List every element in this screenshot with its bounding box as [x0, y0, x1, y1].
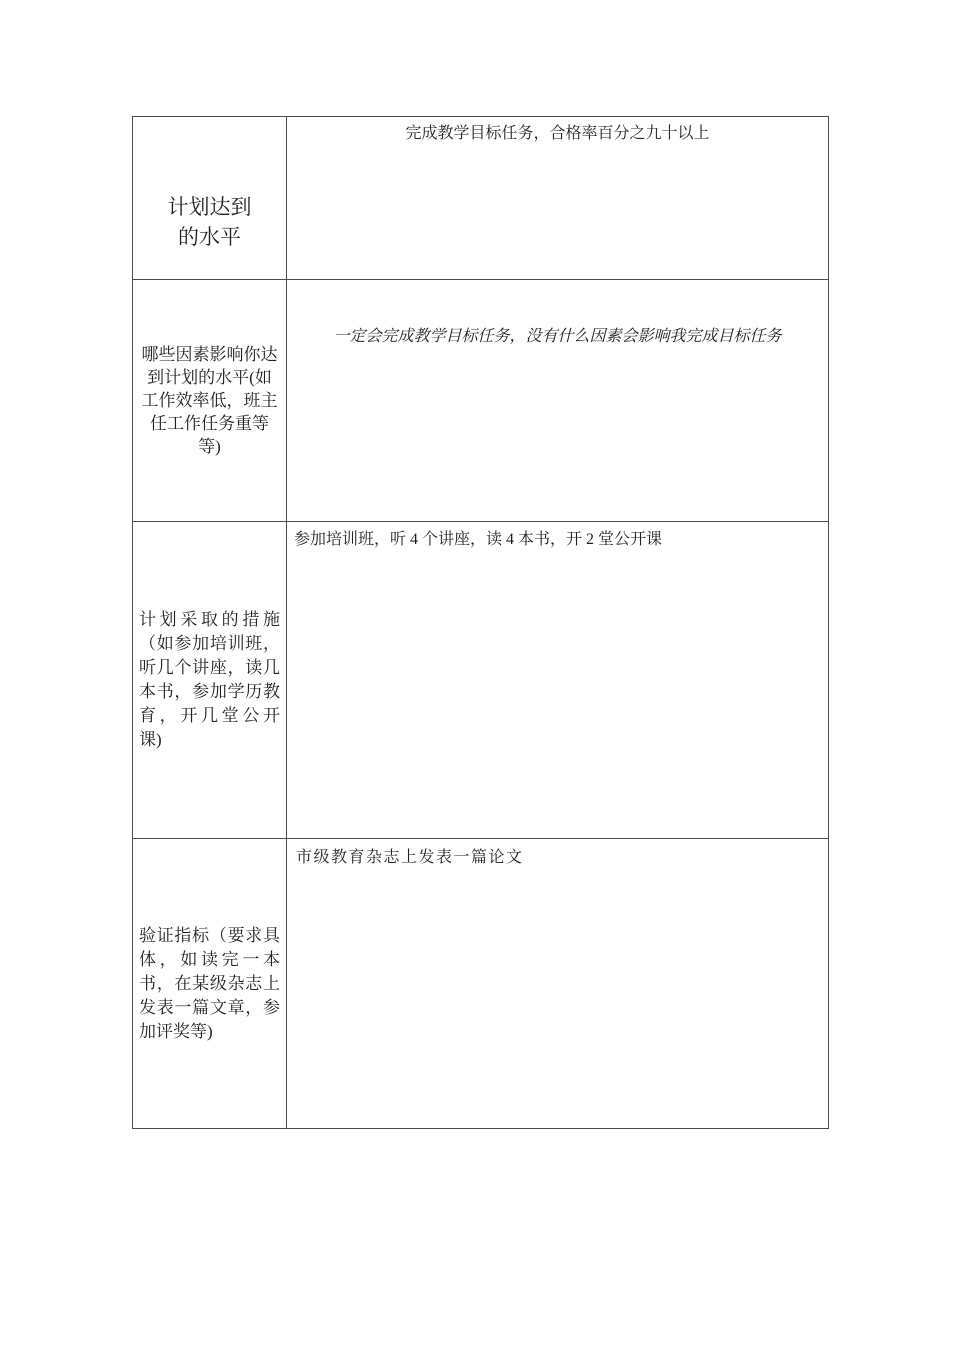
planned-level-label-cell	[133, 117, 287, 280]
table-row-verification-indicators	[133, 839, 829, 1129]
verification-indicators-answer-cell	[287, 839, 829, 1129]
row-label	[133, 343, 286, 458]
label-line: 的水平	[178, 225, 241, 249]
table-row-planned-level	[133, 117, 829, 280]
row-label	[133, 144, 286, 252]
label-line: 验证指标（要求具	[139, 925, 280, 945]
label-line: 计划达到	[167, 195, 252, 219]
planned-level-answer-cell	[287, 117, 829, 280]
label-line: 听几个讲座，读几	[139, 658, 280, 677]
label-line: 计划采取的措施	[139, 610, 280, 629]
label-line: 到计划的水平(如	[147, 368, 272, 387]
influencing-factors-label-cell	[133, 280, 287, 522]
answer-text: 参加培训班，听 4 个讲座，读 4 本书，开 2 堂公开课	[294, 531, 663, 548]
label-line: 体，如读完一本	[139, 949, 280, 969]
development-plan-table	[132, 116, 829, 1129]
label-line: （如参加培训班，	[139, 634, 280, 653]
table-row-planned-measures	[133, 522, 829, 839]
row-label	[133, 608, 286, 752]
label-line: 书，在某级杂志上	[139, 973, 280, 993]
label-line: 哪些因素影响你达	[141, 345, 278, 364]
answer-text: 市级教育杂志上发表一篇论文	[296, 849, 524, 866]
label-line: 加评奖等)	[139, 1021, 213, 1041]
label-line: 任工作任务重等	[150, 414, 269, 433]
planned-measures-answer-cell	[287, 522, 829, 839]
label-line: 发表一篇文章，参	[139, 997, 280, 1017]
influencing-factors-answer-cell	[287, 280, 829, 522]
answer-text: 一定会完成教学目标任务，没有什么因素会影响我完成目标任务	[333, 328, 782, 345]
planned-measures-label-cell	[133, 522, 287, 839]
table-row-influencing-factors	[133, 280, 829, 522]
label-line: 本书，参加学历教	[139, 682, 280, 701]
row-label	[133, 924, 286, 1044]
label-line: 课)	[139, 730, 162, 749]
verification-indicators-label-cell	[133, 839, 287, 1129]
label-line: 等)	[198, 437, 221, 456]
answer-text: 完成教学目标任务，合格率百分之九十以上	[405, 125, 710, 142]
label-line: 育，开几堂公开	[139, 706, 280, 725]
label-line: 工作效率低，班主	[141, 391, 278, 410]
